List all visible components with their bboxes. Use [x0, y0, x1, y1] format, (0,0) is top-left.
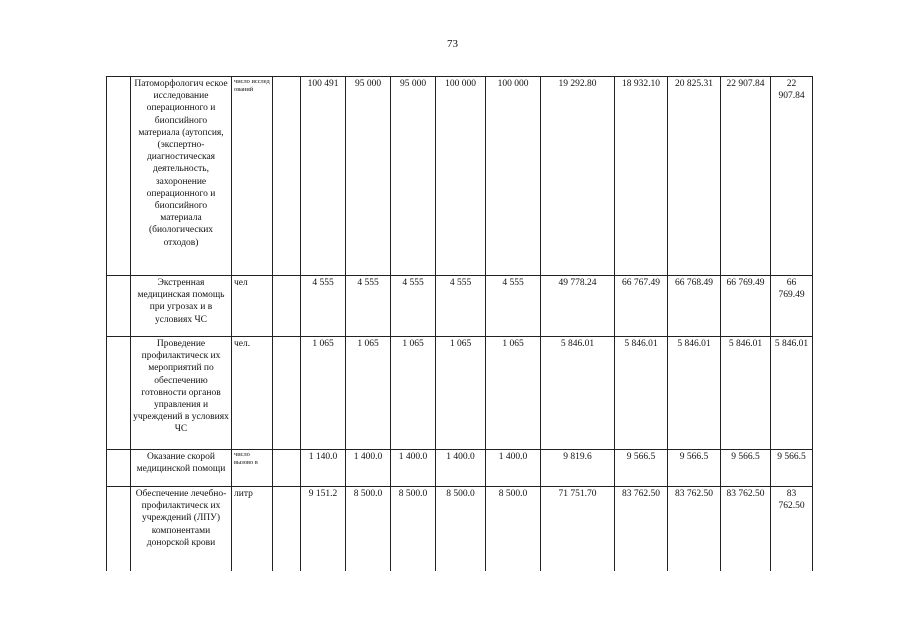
value-cell: 4 555	[346, 276, 391, 337]
value-cell: 4 555	[391, 276, 436, 337]
data-table	[106, 76, 813, 571]
value-cell: 5 846.01	[771, 337, 813, 450]
blank-cell	[273, 276, 301, 337]
value-cell: 83 762.50	[615, 487, 668, 572]
value-cell: 100 000	[486, 77, 541, 276]
value-cell: 9 819.6	[541, 450, 615, 487]
blank-cell	[107, 450, 131, 487]
value-cell: 4 555	[301, 276, 346, 337]
value-cell: 1 065	[391, 337, 436, 450]
value-cell: 1 140.0	[301, 450, 346, 487]
value-cell: 83 762.50	[668, 487, 721, 572]
blank-cell	[107, 337, 131, 450]
table-row	[107, 487, 813, 572]
value-cell: 22 907.84	[771, 77, 813, 276]
blank-cell	[273, 487, 301, 572]
row-unit: литр	[232, 487, 273, 572]
value-cell: 22 907.84	[721, 77, 771, 276]
value-cell: 8 500.0	[436, 487, 486, 572]
value-cell: 66 767.49	[615, 276, 668, 337]
blank-cell	[273, 77, 301, 276]
row-unit: чел	[232, 276, 273, 337]
row-name: Экстренная медицинская помощь при угрозах и в условиях ЧС	[131, 276, 232, 337]
blank-cell	[273, 337, 301, 450]
value-cell: 4 555	[486, 276, 541, 337]
value-cell: 5 846.01	[541, 337, 615, 450]
table-row	[107, 77, 813, 276]
value-cell: 1 400.0	[391, 450, 436, 487]
value-cell: 1 065	[436, 337, 486, 450]
value-cell: 1 065	[486, 337, 541, 450]
row-unit: число вызово в	[232, 450, 273, 487]
table-row	[107, 276, 813, 337]
value-cell: 71 751.70	[541, 487, 615, 572]
table-row	[107, 450, 813, 487]
blank-cell	[107, 77, 131, 276]
value-cell: 100 491	[301, 77, 346, 276]
blank-cell	[107, 487, 131, 572]
value-cell: 5 846.01	[615, 337, 668, 450]
value-cell: 9 566.5	[771, 450, 813, 487]
value-cell: 66 769.49	[721, 276, 771, 337]
value-cell: 1 400.0	[436, 450, 486, 487]
value-cell: 5 846.01	[668, 337, 721, 450]
value-cell: 8 500.0	[391, 487, 436, 572]
value-cell: 9 566.5	[668, 450, 721, 487]
row-name: Оказание скорой медицинской помощи	[131, 450, 232, 487]
value-cell: 49 778.24	[541, 276, 615, 337]
value-cell: 5 846.01	[721, 337, 771, 450]
value-cell: 18 932.10	[615, 77, 668, 276]
page-number: 73	[447, 38, 458, 50]
row-name: Обеспечение лечебно-профилактическ их учреждений (ЛПУ) компонентами донорской крови	[131, 487, 232, 572]
row-unit: чел.	[232, 337, 273, 450]
value-cell: 100 000	[436, 77, 486, 276]
value-cell: 95 000	[346, 77, 391, 276]
value-cell: 1 065	[346, 337, 391, 450]
value-cell: 1 400.0	[346, 450, 391, 487]
value-cell: 19 292.80	[541, 77, 615, 276]
value-cell: 66 769.49	[771, 276, 813, 337]
value-cell: 1 065	[301, 337, 346, 450]
value-cell: 8 500.0	[346, 487, 391, 572]
value-cell: 20 825.31	[668, 77, 721, 276]
table-row	[107, 337, 813, 450]
row-name: Патоморфологич еское исследование операционного и биопсийного материала (аутопсия, (экспертно-диагностическая деятельность, захоронение операционного и биопсийного материала (биологических отходов)	[131, 77, 232, 276]
row-unit: число исслед ований	[232, 77, 273, 276]
value-cell: 8 500.0	[486, 487, 541, 572]
value-cell: 9 566.5	[721, 450, 771, 487]
blank-cell	[273, 450, 301, 487]
blank-cell	[107, 276, 131, 337]
value-cell: 95 000	[391, 77, 436, 276]
value-cell: 83 762.50	[721, 487, 771, 572]
value-cell: 66 768.49	[668, 276, 721, 337]
row-name: Проведение профилактическ их мероприятий по обеспечению готовности органов управления и учреждений в условиях ЧС	[131, 337, 232, 450]
value-cell: 83 762.50	[771, 487, 813, 572]
value-cell: 1 400.0	[486, 450, 541, 487]
value-cell: 9 151.2	[301, 487, 346, 572]
value-cell: 9 566.5	[615, 450, 668, 487]
value-cell: 4 555	[436, 276, 486, 337]
